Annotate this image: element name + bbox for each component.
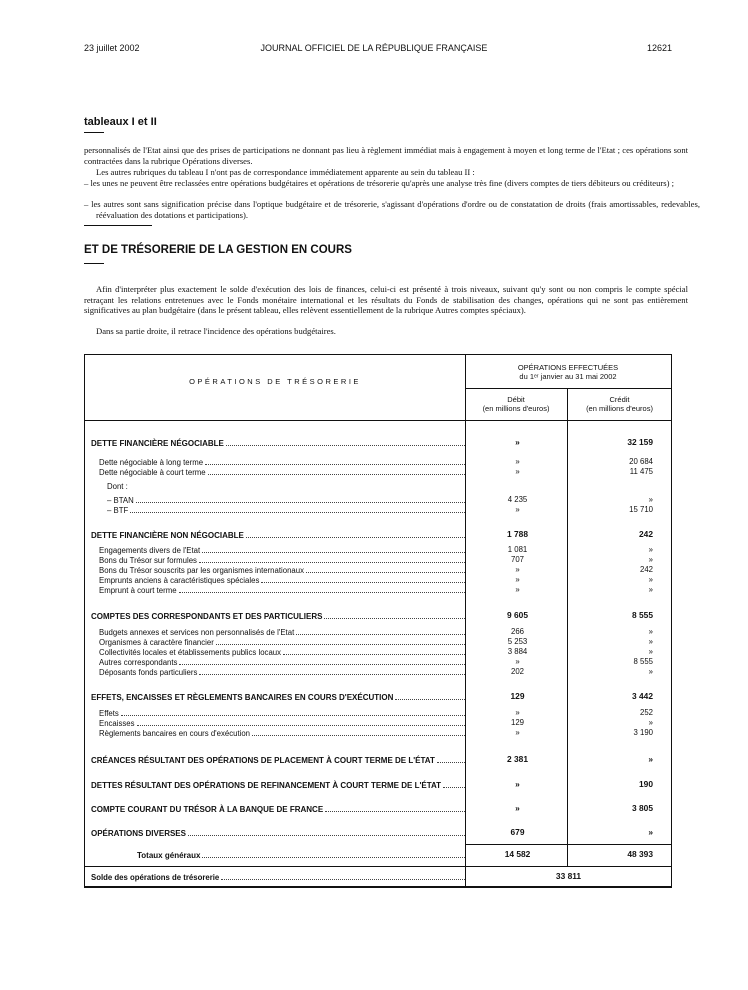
row-debit: 202 — [510, 667, 524, 676]
row-debit: » — [515, 437, 520, 447]
table-row — [85, 481, 673, 492]
table-row — [85, 584, 673, 595]
page-number: 12621 — [646, 43, 672, 53]
row-credit: » — [648, 575, 653, 584]
table-row — [85, 666, 673, 677]
totals-row — [85, 849, 673, 860]
row-label: Dette négociable à court terme — [99, 468, 206, 477]
row-label: EFFETS, ENCAISSES ET RÈGLEMENTS BANCAIRES EN COURS D'EXÉCUTION — [91, 693, 394, 702]
row-credit: » — [648, 555, 653, 564]
row-credit: » — [648, 627, 653, 636]
row-label: Engagements divers de l'Etat — [99, 546, 201, 555]
row-debit: » — [515, 779, 520, 789]
row-credit: 3 805 — [632, 803, 653, 813]
row-label: Budgets annexes et services non personnalisés de l'Etat — [99, 628, 295, 637]
totals-credit: 48 393 — [627, 849, 653, 859]
table-row — [85, 803, 673, 814]
row-label: Dette négociable à long terme — [99, 458, 204, 467]
row-credit: 242 — [639, 565, 653, 574]
row-debit: 129 — [510, 718, 524, 727]
row-label: Dont : — [107, 482, 128, 491]
row-label: Règlements bancaires en cours d'exécution — [99, 729, 251, 738]
row-credit: » — [648, 754, 653, 764]
solde-top-rule — [85, 866, 671, 867]
row-credit: » — [648, 827, 653, 837]
section2-title-rule — [84, 263, 104, 264]
row-debit: » — [515, 467, 520, 476]
row-label: Bons du Trésor sur formules — [99, 556, 197, 565]
row-credit: 3 442 — [632, 691, 653, 701]
row-debit: » — [515, 457, 520, 466]
solde-value: 33 811 — [555, 871, 582, 881]
row-label: Encaisses — [99, 719, 135, 728]
row-credit: » — [648, 545, 653, 554]
row-debit: » — [515, 565, 520, 574]
row-credit: 8 555 — [633, 657, 653, 666]
solde-row — [85, 871, 673, 882]
row-label: Effets — [99, 709, 119, 718]
table-row — [85, 727, 673, 738]
row-label: COMPTE COURANT DU TRÉSOR À LA BANQUE DE FRANCE — [91, 805, 324, 814]
totals-label: Totaux généraux — [137, 851, 201, 860]
row-debit: 1 788 — [507, 529, 528, 539]
row-debit: 679 — [510, 827, 525, 837]
row-debit: 1 081 — [507, 545, 528, 554]
row-label: Organismes à caractère financier — [99, 638, 214, 647]
row-label: Emprunt à court terme — [99, 586, 177, 595]
debit-header-line2: (en millions d'euros) — [482, 404, 550, 413]
row-credit: » — [648, 647, 653, 656]
row-credit: 3 190 — [633, 728, 653, 737]
table-row — [85, 827, 673, 838]
row-label: Déposants fonds particuliers — [99, 668, 198, 677]
totals-top-rule — [465, 844, 671, 845]
row-label: Emprunts anciens à caractéristiques spéciales — [99, 576, 260, 585]
table-row — [85, 779, 673, 790]
table-row — [85, 504, 673, 515]
column-header-operations: OPÉRATIONS DE TRÉSORERIE — [189, 377, 361, 386]
group-header-line2: du 1ᵉʳ janvier au 31 mai 2002 — [519, 372, 617, 381]
row-label: OPÉRATIONS DIVERSES — [91, 829, 186, 838]
credit-header-line1: Crédit — [609, 395, 630, 404]
section1-paragraph-1: personnalisés de l'Etat ainsi que des prises de participations ne donnant pas lieu à règlement immédiat mais à engagement à moyen et long terme de l'Etat ; ces opérations sont contractées dans la rubrique Opérations diverses. — [84, 145, 688, 166]
credit-header-line2: (en millions d'euros) — [586, 404, 653, 413]
table-row — [85, 610, 673, 621]
row-debit: 4 235 — [507, 495, 528, 504]
section2-paragraph-2: Dans sa partie droite, il retrace l'incidence des opérations budgétaires. — [96, 326, 336, 336]
row-credit: » — [648, 718, 653, 727]
row-debit: 129 — [510, 691, 525, 701]
row-debit: 9 605 — [507, 610, 528, 620]
table-row — [85, 691, 673, 702]
page-date: 23 juillet 2002 — [84, 43, 140, 53]
row-label: Autres correspondants — [99, 658, 178, 667]
treasury-operations-table — [84, 354, 672, 888]
row-debit: 707 — [510, 555, 524, 564]
row-credit: 242 — [639, 529, 653, 539]
totals-debit: 14 582 — [504, 849, 531, 859]
section2-paragraph-1: Afin d'interpréter plus exactement le solde d'exécution des lois de finances, celui-ci est présenté à trois niveaux, suivant qu'y sont ou non compris le compte spécial retraçant les relations entretenues avec le Fonds monétaire international et les résultats du Fonds de stabilisation des changes, opérations qui ne sont pas entièrement significatives au plan budgétaire (dans le présent tableau, elles relèvent essentiellement de la rubrique Autres comptes spéciaux). — [84, 284, 688, 315]
group-header-line1: OPÉRATIONS EFFECTUÉES — [517, 363, 619, 372]
row-credit: 252 — [639, 708, 653, 717]
section1-bullet-2: – les autres sont sans signification précise dans l'optique budgétaire et de trésorerie, s'agissant d'opérations d'ordre ou de constatation de droits (frais amortissables, redevables, réévaluation des dotations et participations). — [84, 199, 700, 220]
row-credit: » — [648, 667, 653, 676]
row-debit: 2 381 — [507, 754, 528, 764]
row-debit: 5 253 — [507, 637, 528, 646]
row-label: – BTF — [107, 506, 129, 515]
header-bottom-rule — [85, 420, 671, 421]
section2-title: ET DE TRÉSORERIE DE LA GESTION EN COURS — [84, 244, 352, 256]
debit-header-line1: Débit — [507, 395, 525, 404]
row-debit: » — [515, 657, 520, 666]
row-label: CRÉANCES RÉSULTANT DES OPÉRATIONS DE PLACEMENT À COURT TERME DE L'ÉTAT — [91, 756, 435, 765]
solde-label: Solde des opérations de trésorerie — [91, 873, 220, 882]
row-label: – BTAN — [107, 496, 134, 505]
section1-paragraph-2: Les autres rubriques du tableau I n'ont pas de correspondance immédiatement apparente au sein du tableau II : — [96, 167, 475, 177]
section1-bullet-1: – les unes ne peuvent être reclassées entre opérations budgétaires et opérations de trésorerie qu'après une analyse très fine (divers comptes de tiers débiteurs ou créditeurs) ; — [84, 178, 674, 188]
row-credit: 15 710 — [629, 505, 653, 514]
section1-title-rule — [84, 132, 104, 133]
row-label: Bons du Trésor souscrits par les organismes internationaux — [99, 566, 304, 575]
row-label: Collectivités locales et établissements publics locaux — [99, 648, 282, 657]
section1-title: tableaux I et II — [84, 116, 157, 128]
row-debit: » — [515, 505, 520, 514]
row-label: DETTE FINANCIÈRE NÉGOCIABLE — [91, 439, 224, 448]
row-debit: 266 — [510, 627, 524, 636]
row-credit: » — [648, 637, 653, 646]
row-credit: 32 159 — [627, 437, 653, 447]
row-label: COMPTES DES CORRESPONDANTS ET DES PARTICULIERS — [91, 612, 323, 621]
row-credit: 11 475 — [629, 467, 653, 476]
table-row — [85, 529, 673, 540]
table-row — [85, 466, 673, 477]
row-label: DETTES RÉSULTANT DES OPÉRATIONS DE REFINANCEMENT À COURT TERME DE L'ÉTAT — [91, 781, 442, 790]
table-row — [85, 754, 673, 765]
row-credit: 190 — [639, 779, 653, 789]
row-debit: » — [515, 585, 520, 594]
row-debit: » — [515, 708, 520, 717]
row-credit: 20 684 — [629, 457, 653, 466]
section1-end-rule — [84, 225, 152, 226]
row-credit: » — [648, 585, 653, 594]
row-debit: » — [515, 575, 520, 584]
header-subdivider — [465, 388, 671, 389]
row-debit: » — [515, 803, 520, 813]
row-debit: 3 884 — [507, 647, 528, 656]
row-label: DETTE FINANCIÈRE NON NÉGOCIABLE — [91, 531, 244, 540]
table-row — [85, 437, 673, 448]
row-credit: » — [648, 495, 653, 504]
row-debit: » — [515, 728, 520, 737]
journal-title: JOURNAL OFFICIEL DE LA RÉPUBLIQUE FRANÇAISE — [260, 43, 488, 53]
row-credit: 8 555 — [632, 610, 653, 620]
